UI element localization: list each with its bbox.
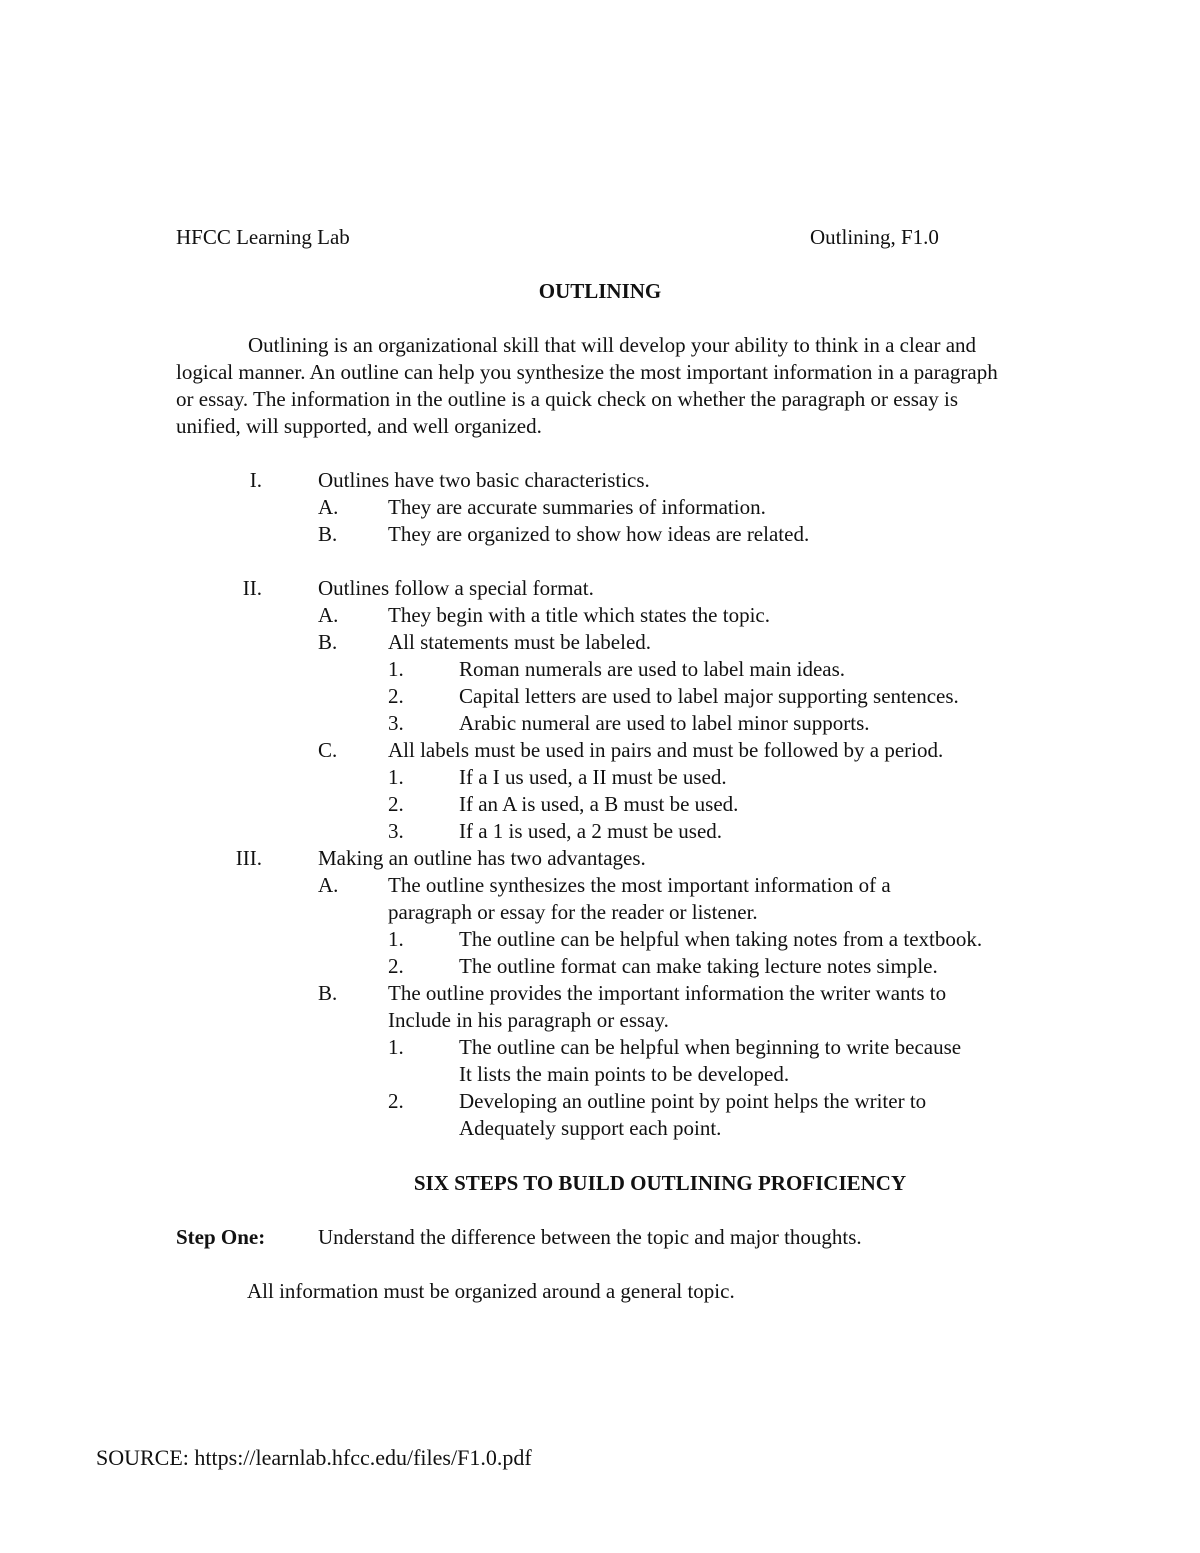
outline-item-number: [0, 683, 1200, 710]
letter-text: All labels must be used in pairs and must be followed by a period.: [388, 738, 944, 762]
outline-item-letter: [0, 872, 1200, 899]
roman-text: Outlines follow a special format.: [318, 576, 594, 600]
outline-list: [0, 467, 1200, 1142]
letter-text: They are accurate summaries of information.: [388, 495, 766, 519]
section-heading: SIX STEPS TO BUILD OUTLINING PROFICIENCY: [413, 1171, 907, 1195]
number-text: If a 1 is used, a 2 must be used.: [459, 819, 723, 843]
letter-text: They begin with a title which states the topic.: [388, 603, 770, 627]
letter-text: Include in his paragraph or essay.: [388, 1008, 669, 1032]
header-right: Outlining, F1.0: [810, 225, 939, 249]
intro-line: or essay. The information in the outline is a quick check on whether the paragraph or essay is: [176, 387, 959, 411]
outline-item-roman: [0, 575, 1200, 602]
outline-item-number: [0, 818, 1200, 845]
letter-text: The outline synthesizes the most important information of a: [388, 873, 891, 897]
letter-text: paragraph or essay for the reader or listener.: [388, 900, 758, 924]
outline-item-number-continued: [0, 1061, 1200, 1088]
number-text: Roman numerals are used to label main ideas.: [459, 657, 846, 681]
number-text: If a I us used, a II must be used.: [459, 765, 727, 789]
intro-paragraph: [176, 332, 1116, 440]
outline-item-letter: [0, 494, 1200, 521]
outline-item-number: [0, 764, 1200, 791]
number-label: 2.: [388, 792, 404, 816]
step-one-text: Understand the difference between the topic and major thoughts.: [318, 1225, 862, 1249]
outline-item-number: [0, 656, 1200, 683]
roman-label: III.: [235, 846, 262, 870]
step-one-note: All information must be organized around a general topic.: [247, 1279, 735, 1303]
outline-item-number: [0, 791, 1200, 818]
number-label: 2.: [388, 684, 404, 708]
number-text: Adequately support each point.: [459, 1116, 722, 1140]
outline-item-number: [0, 710, 1200, 737]
number-text: Developing an outline point by point helps the writer to: [459, 1089, 927, 1113]
number-text: The outline can be helpful when beginning to write because: [459, 1035, 962, 1059]
roman-label: I.: [249, 468, 262, 492]
letter-text: The outline provides the important information the writer wants to: [388, 981, 947, 1005]
number-text: If an A is used, a B must be used.: [459, 792, 739, 816]
outline-item-letter: [0, 737, 1200, 764]
outline-item-letter: [0, 602, 1200, 629]
step-one-label: Step One:: [176, 1225, 266, 1249]
page-title: OUTLINING: [538, 279, 662, 303]
roman-label: II.: [242, 576, 262, 600]
outline-item-number: [0, 1034, 1200, 1061]
number-text: Arabic numeral are used to label minor supports.: [459, 711, 870, 735]
outline-item-number-continued: [0, 1115, 1200, 1142]
outline-item-letter-continued: [0, 899, 1200, 926]
number-text: Capital letters are used to label major supporting sentences.: [459, 684, 959, 708]
outline-item-letter-continued: [0, 1007, 1200, 1034]
outline-item-letter: [0, 521, 1200, 548]
outline-item-letter: [0, 629, 1200, 656]
letter-label: A.: [318, 495, 339, 519]
number-label: 3.: [388, 711, 404, 735]
intro-line: logical manner. An outline can help you synthesize the most important information in a paragraph: [176, 360, 998, 384]
roman-text: Outlines have two basic characteristics.: [318, 468, 650, 492]
letter-label: B.: [318, 981, 338, 1005]
intro-line: Outlining is an organizational skill that will develop your ability to think in a clear and: [248, 333, 977, 357]
letter-label: A.: [318, 603, 339, 627]
outline-item-roman: [0, 845, 1200, 872]
outline-item-roman: [0, 467, 1200, 494]
letter-label: B.: [318, 522, 338, 546]
number-label: 3.: [388, 819, 404, 843]
letter-label: A.: [318, 873, 339, 897]
letter-text: They are organized to show how ideas are related.: [388, 522, 810, 546]
header-left: HFCC Learning Lab: [176, 225, 350, 249]
letter-label: C.: [318, 738, 338, 762]
outline-item-number: [0, 953, 1200, 980]
letter-label: B.: [318, 630, 338, 654]
number-label: 2.: [388, 1089, 404, 1113]
intro-line: unified, will supported, and well organized.: [176, 414, 542, 438]
number-text: The outline can be helpful when taking notes from a textbook.: [459, 927, 983, 951]
number-text: It lists the main points to be developed.: [459, 1062, 790, 1086]
number-text: The outline format can make taking lecture notes simple.: [459, 954, 938, 978]
number-label: 1.: [388, 657, 404, 681]
letter-text: All statements must be labeled.: [388, 630, 652, 654]
roman-text: Making an outline has two advantages.: [318, 846, 646, 870]
number-label: 1.: [388, 1035, 404, 1059]
outline-item-number: [0, 1088, 1200, 1115]
number-label: 2.: [388, 954, 404, 978]
outline-item-letter: [0, 980, 1200, 1007]
number-label: 1.: [388, 927, 404, 951]
outline-item-number: [0, 926, 1200, 953]
number-label: 1.: [388, 765, 404, 789]
source-citation: SOURCE: https://learnlab.hfcc.edu/files/F1.0.pdf: [96, 1445, 532, 1470]
